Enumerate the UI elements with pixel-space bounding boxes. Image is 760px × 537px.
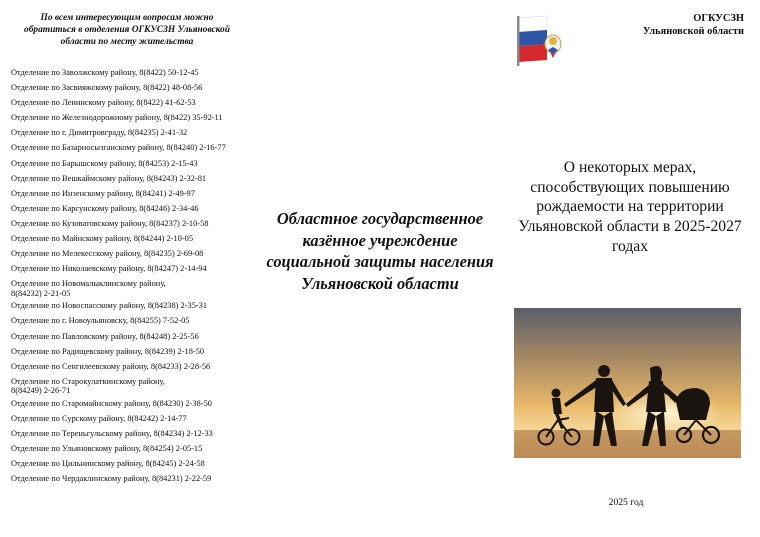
office-item: Отделение по Новоспасскому району, 8(84238) 2-35-31 (11, 301, 208, 311)
office-item: Отделение по Павловскому району, 8(84248) 2-25-56 (11, 331, 199, 341)
office-item: Отделение по Кузоватовскому району, 8(84237) 2-10-58 (11, 218, 209, 228)
office-item: Отделение по Барышскому району, 8(84253) 2-15-43 (11, 158, 198, 168)
brochure-title: О некоторых мерах, способствующих повышению рождаемости на территории Ульяновской области в 2025-2027 годах (518, 159, 742, 255)
office-item: Отделение по Сурскому району, 8(84242) 2-14-77 (11, 413, 187, 423)
office-item: Отделение по Карсунскому району, 8(84246) 2-34-46 (11, 203, 199, 213)
contact-intro: По всем интересующим вопросам можно обратиться в отделения ОГКУСЗН Ульяновской области по месту жительства (24, 13, 230, 47)
left-panel (0, 0, 252, 537)
office-item: Отделение по Вешкаймскому району, 8(84243) 2-32-81 (11, 173, 207, 183)
office-item: Отделение по Сенгилеевскому району, 8(84233) 2-28-56 (11, 361, 211, 371)
flag-emblem-icon (517, 14, 565, 66)
office-item: Отделение по Старомайнскому району, 8(84230) 2-38-50 (11, 398, 212, 408)
publication-year: 2025 год (608, 497, 644, 508)
middle-panel (252, 0, 506, 537)
office-item: Отделение по Базарносызганскому району, 8(84240) 2-16-77 (11, 143, 226, 153)
office-item: Отделение по Железнодорожному району, 8(8422) 35-92-11 (11, 113, 223, 123)
office-item: Отделение по Ульяновскому району, 8(84254) 2-05-15 (11, 444, 203, 454)
office-item: Отделение по Мелекесскому району, 8(84235) 2-69-08 (11, 249, 204, 259)
office-item: Отделение по Инзенскому району, 8(84241) 2-49-97 (11, 188, 195, 198)
agency-name: Областное государственное казённое учреждение социальной защиты населения Ульяновской области (266, 209, 494, 293)
office-list (11, 68, 251, 489)
right-panel (506, 0, 760, 537)
office-item: Отделение по Новомалыклинскому району, 8(84232) 2-21-05 (11, 279, 166, 298)
office-item: Отделение по Чердаклинскому району, 8(84231) 2-22-59 (11, 474, 212, 484)
office-item: Отделение по Тереньгульскому району, 8(84234) 2-12-33 (11, 428, 213, 438)
office-item: Отделение по Радищевскому району, 8(84239) 2-18-50 (11, 346, 205, 356)
office-item: Отделение по Цильнинскому району, 8(84245) 2-24-58 (11, 459, 205, 469)
office-item: Отделение по Николаевскому району, 8(84247) 2-14-94 (11, 264, 207, 274)
office-item: Отделение по Ленинскому району, 8(8422) 41-62-53 (11, 98, 196, 108)
org-region: Ульяновской области (642, 26, 744, 37)
office-item: Отделение по Майнскому району, 8(84244) 2-10-05 (11, 234, 194, 244)
office-item: Отделение по г. Димитровграду, 8(84235) 2-41-32 (11, 128, 188, 138)
family-silhouette-photo (514, 308, 741, 458)
office-item: Отделение по Старокулаткинскому району, 8(84249) 2-26-71 (11, 376, 165, 396)
office-item: Отделение по г. Новоульяновску, 8(84255) 7-52-05 (11, 316, 190, 326)
office-item: Отделение по Засвияжскому району, 8(8422) 48-08-56 (11, 83, 203, 93)
org-abbr: ОГКУСЗН (693, 13, 744, 24)
office-item: Отделение по Заволжскому району, 8(8422) 50-12-45 (11, 68, 199, 77)
org-name (604, 12, 744, 38)
